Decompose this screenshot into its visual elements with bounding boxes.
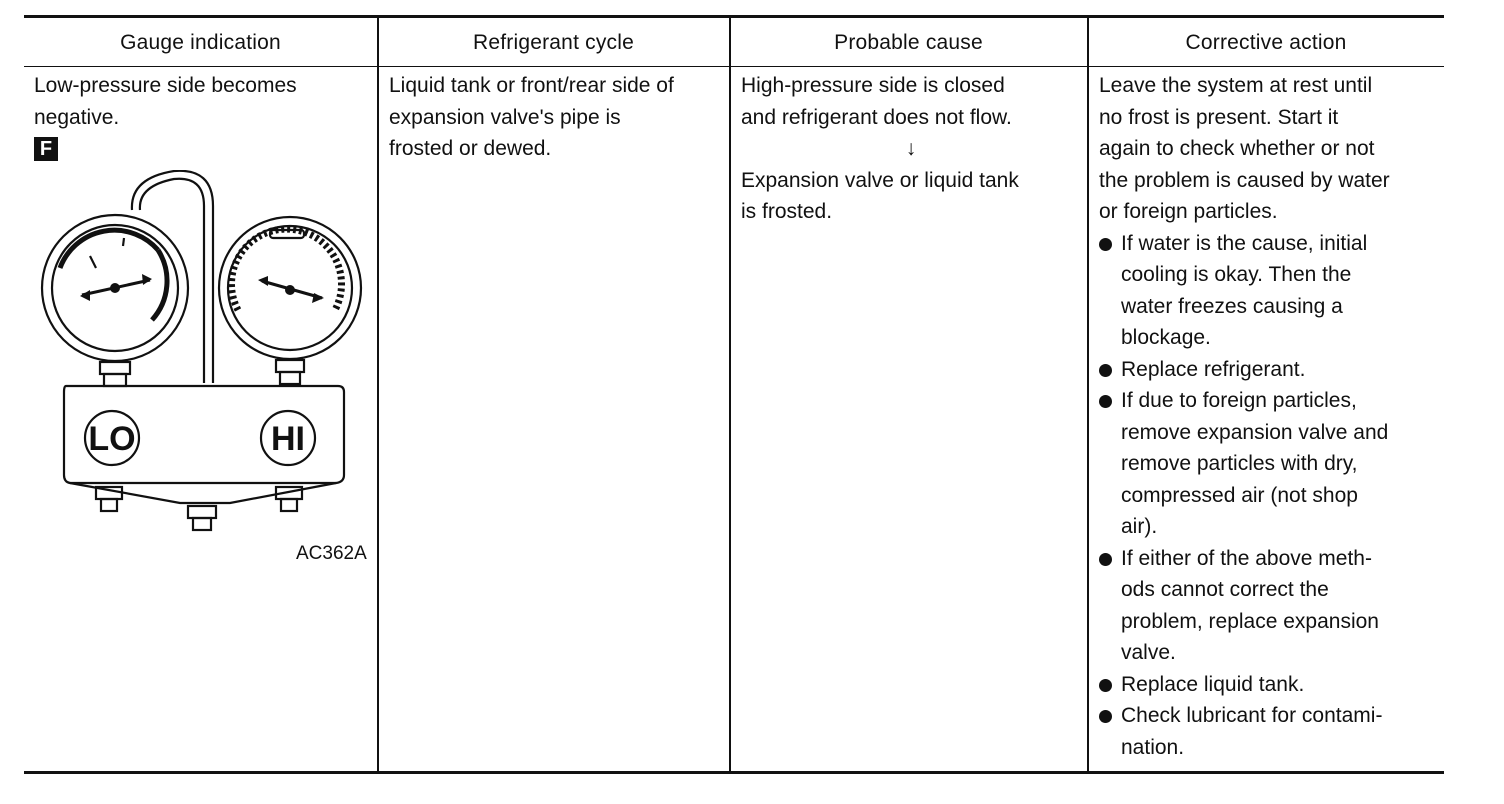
hi-gauge-scale bbox=[231, 229, 341, 310]
figure-code: AC362A bbox=[296, 543, 367, 564]
action-bullet-list bbox=[1099, 228, 1444, 764]
cycle-line: Liquid tank or front/rear side of bbox=[389, 74, 674, 97]
cause-line: is frosted. bbox=[741, 200, 833, 223]
down-arrow-icon: ↓ bbox=[905, 137, 917, 160]
header-gauge-indication: Gauge indication bbox=[120, 31, 281, 54]
action-intro-line: the problem is caused by water bbox=[1099, 168, 1390, 192]
bullet-icon bbox=[1099, 710, 1112, 723]
cause-line: Expansion valve or liquid tank bbox=[741, 168, 1019, 192]
manifold-gauge-illustration bbox=[30, 170, 370, 542]
bullet-icon bbox=[1099, 395, 1112, 408]
column-divider-3 bbox=[1087, 16, 1089, 773]
cycle-line: expansion valve's pipe is bbox=[389, 105, 621, 129]
gauge-indication-cell bbox=[34, 70, 374, 165]
cycle-line: frosted or dewed. bbox=[389, 137, 552, 160]
action-bullet: If due to foreign particles, remove expansion valve and remove particles with dry, compressed air (not shop air). bbox=[1099, 385, 1444, 543]
table-header-rule bbox=[24, 66, 1444, 67]
cause-line: High-pressure side is closed bbox=[741, 74, 1005, 97]
bullet-icon bbox=[1099, 364, 1112, 377]
action-bullet: Replace refrigerant. bbox=[1099, 354, 1444, 386]
cause-line: and refrigerant does not flow. bbox=[741, 105, 1012, 129]
refrigerant-cycle-cell bbox=[389, 70, 729, 165]
action-intro-line: Leave the system at rest until bbox=[1099, 74, 1373, 97]
action-bullet: Check lubricant for contami- nation. bbox=[1099, 700, 1444, 763]
table-bottom-rule bbox=[24, 771, 1444, 774]
header-probable-cause: Probable cause bbox=[834, 31, 983, 54]
bullet-icon bbox=[1099, 238, 1112, 251]
action-intro-line: again to check whether or not bbox=[1099, 137, 1375, 160]
lo-label: LO bbox=[88, 420, 136, 458]
condition-tag-f: F bbox=[34, 137, 58, 161]
gauge-text-line: Low-pressure side becomes bbox=[34, 74, 297, 97]
action-bullet: Replace liquid tank. bbox=[1099, 669, 1444, 701]
action-bullet: If water is the cause, initial cooling is okay. Then the water freezes causing a blockage. bbox=[1099, 228, 1444, 354]
action-intro-line: or foreign particles. bbox=[1099, 200, 1278, 223]
gauge-text-line: negative. bbox=[34, 105, 120, 129]
probable-cause-cell bbox=[741, 70, 1086, 228]
column-divider-2 bbox=[729, 16, 731, 773]
header-refrigerant-cycle: Refrigerant cycle bbox=[473, 31, 634, 54]
bullet-icon bbox=[1099, 553, 1112, 566]
action-bullet: If either of the above meth- ods cannot correct the problem, replace expansion valve. bbox=[1099, 543, 1444, 669]
lo-gauge-scale bbox=[60, 230, 158, 268]
corrective-action-cell bbox=[1099, 70, 1444, 763]
header-corrective-action: Corrective action bbox=[1185, 31, 1347, 54]
action-intro-line: no frost is present. Start it bbox=[1099, 105, 1339, 129]
bullet-icon bbox=[1099, 679, 1112, 692]
column-divider-1 bbox=[377, 16, 379, 773]
hi-label: HI bbox=[271, 420, 305, 458]
